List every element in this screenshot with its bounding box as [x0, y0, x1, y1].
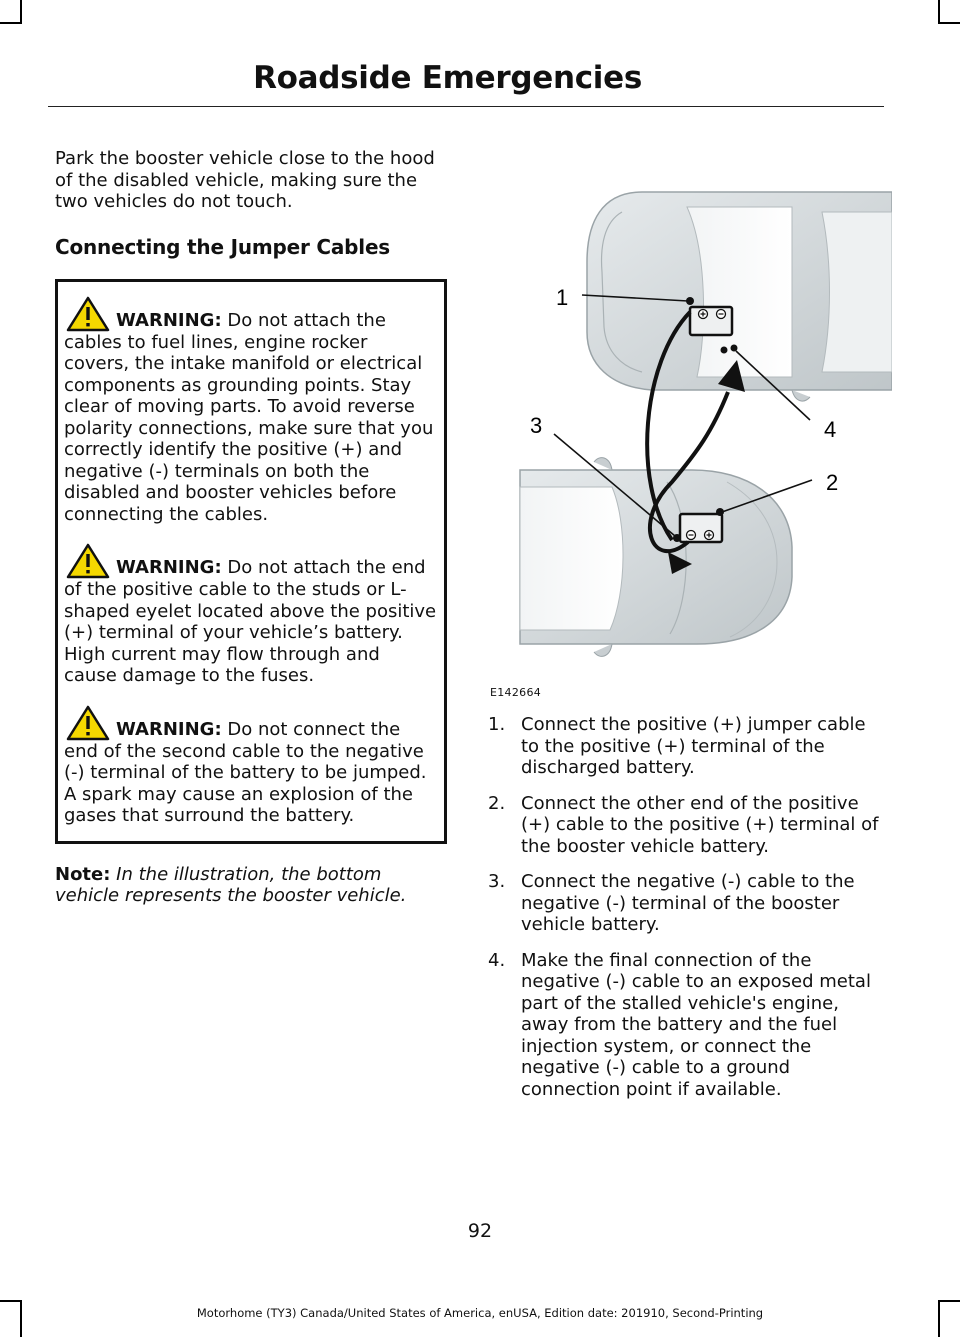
crop-mark [0, 1300, 22, 1302]
warning-text: Do not connect the end of the second cable to the negative (-) terminal of the battery to be jumped. A spark may cause an explosion of the gases that surround the battery. [64, 718, 427, 826]
callout-2: 2 [826, 470, 839, 495]
warning-text: Do not attach the cables to fuel lines, engine rocker covers, the intake manifold or electrical components as grounding points. Stay clear of moving parts. To avoid reverse polarity connections, make sure that you correctly identify the positive (+) and negative (-) terminals on both the disabled and booster vehicles before connecting the cables. [64, 309, 434, 525]
crop-mark [20, 0, 22, 24]
step-text: Connect the negative (-) cable to the negative (-) terminal of the booster vehicle battery. [521, 871, 855, 935]
list-item [488, 714, 888, 779]
page-number: 92 [467, 1220, 493, 1242]
booster-vehicle [520, 458, 792, 657]
figure-code: E142664 [490, 686, 542, 699]
warning-triangle-icon [66, 296, 110, 332]
left-column [55, 148, 447, 907]
step-text: Connect the positive (+) jumper cable to the positive (+) terminal of the discharged battery. [521, 714, 866, 778]
warning-1 [64, 296, 438, 526]
callout-4: 4 [824, 417, 837, 442]
list-item [488, 793, 888, 858]
booster-vehicle-battery [680, 514, 722, 542]
warning-box [55, 279, 447, 844]
crop-mark [0, 22, 22, 24]
footer: Motorhome (TY3) Canada/United States of America, enUSA, Edition date: 201910, Second-Printing [196, 1306, 764, 1320]
note-text: In the illustration, the bottom vehicle represents the booster vehicle. [55, 863, 407, 906]
warning-label: WARNING: [116, 718, 222, 740]
warning-label: WARNING: [116, 309, 222, 331]
step-text: Connect the other end of the positive (+) cable to the positive (+) terminal of the booster vehicle battery. [521, 792, 879, 857]
step-text: Make the final connection of the negative (-) cable to an exposed metal part of the stalled vehicle's engine, away from the battery and the fuel injection system, or connect the negative (-) cable to a ground connection point if available. [521, 949, 871, 1100]
crop-mark [938, 22, 960, 24]
step-number: 4. [488, 949, 506, 971]
warning-3 [64, 705, 438, 827]
steps-list [488, 714, 888, 1114]
warning-label: WARNING: [116, 557, 222, 578]
list-item [488, 871, 888, 936]
warning-triangle-icon [66, 543, 110, 579]
intro-paragraph: Park the booster vehicle close to the hood of the disabled vehicle, making sure the two vehicles do not touch. [55, 148, 435, 212]
callout-1: 1 [556, 285, 569, 310]
step-number: 3. [488, 871, 506, 892]
crop-mark [938, 1300, 960, 1302]
section-title: Roadside Emergencies [253, 60, 642, 96]
warning-triangle-icon [66, 705, 110, 741]
note [55, 864, 447, 907]
crop-mark [938, 0, 940, 24]
list-item [488, 950, 888, 1101]
warning-2 [64, 543, 438, 687]
note-label: Note: [55, 863, 111, 885]
header-divider [48, 106, 884, 107]
step-number: 2. [488, 792, 506, 814]
callout-3: 3 [530, 413, 543, 438]
jumper-cable-illustration [492, 152, 892, 702]
disabled-vehicle-battery [690, 307, 732, 335]
step-number: 1. [488, 714, 506, 735]
warning-text: Do not attach the end of the positive cable to the studs or L-shaped eyelet located above the positive (+) terminal of your vehicle’s battery. High current may flow through and cause damage to the fuses. [64, 557, 437, 686]
disabled-vehicle [587, 192, 892, 401]
subheading: Connecting the Jumper Cables [55, 234, 391, 259]
